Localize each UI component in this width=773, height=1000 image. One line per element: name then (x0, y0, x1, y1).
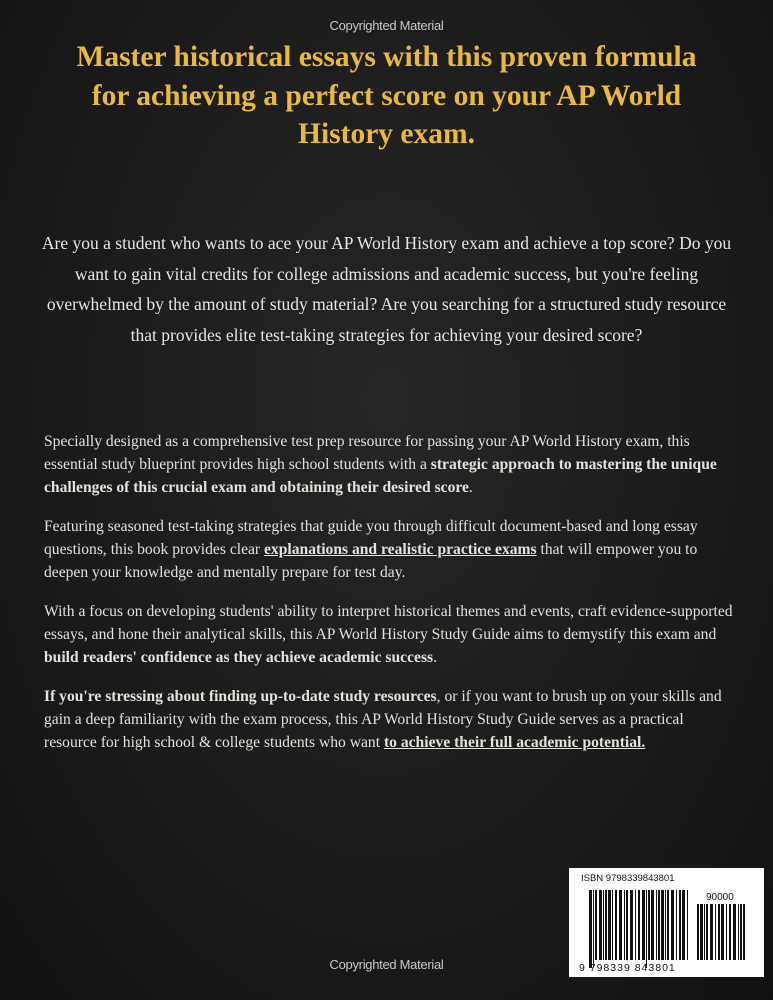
barcode-bar (638, 890, 640, 960)
barcode-bar (619, 890, 622, 960)
barcode-bar (671, 890, 674, 960)
barcode-bar (738, 904, 739, 960)
emphasis-text: strategic approach to mastering the unique challenges of this crucial exam and obtaining their desired score (44, 456, 717, 496)
barcode-bar (656, 890, 657, 960)
barcode-digits: 9 798339 843801 (579, 962, 676, 974)
barcode-bar (700, 904, 703, 960)
emphasis-text: If you're stressing about finding up-to-date study resources (44, 688, 437, 705)
copyright-watermark-top: Copyrighted Material (329, 18, 444, 33)
barcode-bar (626, 890, 628, 960)
emphasis-text: to achieve their full academic potential. (383, 734, 646, 751)
barcode-bar (729, 904, 731, 960)
emphasis-text: explanations and realistic practice exams (264, 541, 537, 558)
emphasis-text: build readers' confidence as they achieve academic success (44, 649, 434, 666)
barcode-bar (603, 890, 604, 960)
barcode-bar (733, 904, 736, 960)
barcode-bar (679, 890, 681, 960)
barcode-bar (608, 890, 611, 960)
paragraph-text: , or if you want to brush up on your skills and gain a deep familiarity with the exam process, this AP World History Study Guide serves as a practical resource for high school & college students who want (44, 688, 722, 751)
intro-paragraph: Are you a student who wants to ace your AP World History exam and achieve a top score? Do you want to gain vital credits for college admissions and academic success, but you're feeling overwhelmed by the amount of study material? Are you searching for a structured study resource that provides elite test-taking strategies for achieving your desired score? (41, 233, 732, 345)
barcode-bar (612, 890, 613, 960)
barcode-bar (715, 904, 716, 960)
headline: Master historical essays with this proven formula for achieving a perfect score on your AP World History exam. (76, 41, 697, 150)
price-code: 90000 (706, 892, 734, 903)
description-paragraph (44, 515, 734, 584)
barcode-bar (687, 890, 688, 960)
barcode-bar (624, 890, 625, 960)
barcode-bar (710, 904, 713, 960)
barcode-bar (682, 890, 685, 960)
paragraph-text: . (468, 479, 473, 496)
barcode-bar (658, 890, 660, 960)
copyright-watermark-bottom: Copyrighted Material (329, 957, 444, 972)
description-paragraph (44, 430, 734, 499)
barcode-bar (648, 890, 650, 960)
barcode-bar (706, 904, 708, 960)
barcode-bar (661, 890, 664, 960)
barcode-bar (697, 904, 699, 960)
paragraph-text: Featuring seasoned test-taking strategies that guide you through difficult document-based and long essay questions, this book provides clear (44, 518, 698, 558)
barcode-bar (665, 890, 666, 960)
barcode-bar (605, 890, 607, 960)
description-paragraph (44, 685, 734, 754)
barcode-bar (676, 890, 677, 960)
barcode-bar (599, 890, 602, 960)
description-paragraph (44, 600, 734, 669)
paragraph-text: that will empower you to deepen your knowledge and mentally prepare for test day. (44, 541, 698, 581)
barcode-bar (721, 904, 724, 960)
barcode-bar (651, 890, 654, 960)
barcode-bar (642, 890, 645, 960)
barcode-bar (704, 904, 705, 960)
barcode-bar (595, 890, 597, 960)
barcode-bar (740, 904, 742, 960)
paragraph-text: Specially designed as a comprehensive test prep resource for passing your AP World History exam, this essential study blueprint provides high school students with a (44, 433, 690, 473)
barcode-bar (615, 890, 617, 960)
paragraph-text: With a focus on developing students' ability to interpret historical themes and events, craft evidence-supported essays, and hone their analytical skills, this AP World History Study Guide aims to demystify this exam and (44, 603, 733, 643)
barcode-bar (667, 890, 669, 960)
barcode-bar (726, 904, 727, 960)
paragraph-text: . (433, 649, 437, 666)
barcode-bar (718, 904, 720, 960)
isbn-label: ISBN 9798339843801 (581, 873, 675, 884)
barcode-bar (630, 890, 633, 960)
barcode-bar (635, 890, 636, 960)
description-body (44, 430, 734, 770)
barcode-bar (743, 904, 745, 960)
